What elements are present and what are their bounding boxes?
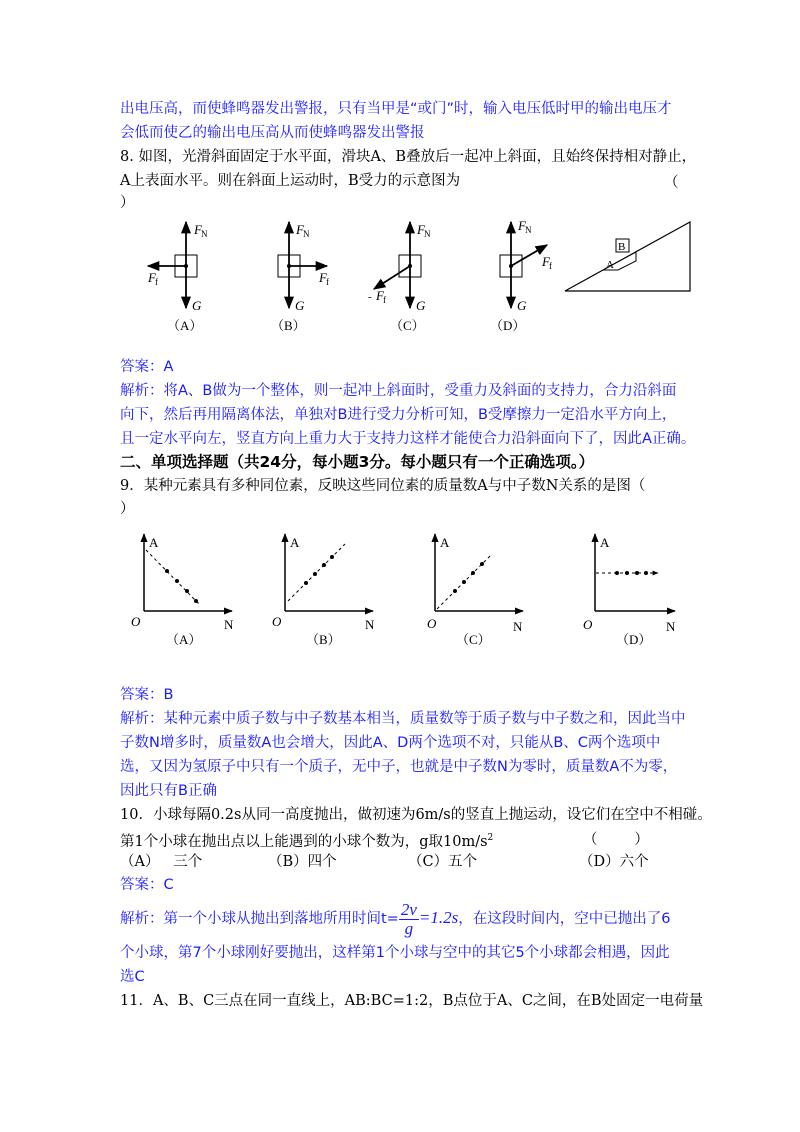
answer-10: 答案：C <box>120 877 174 893</box>
question-10-text: 10．小球每隔0.2s从同一高度抛出，做初速为6m/s的竖直上抛运动，设它们在空中不相碰。 <box>120 807 712 823</box>
label-fn-sub: N <box>424 229 431 239</box>
option-a: （A） 三个 <box>120 854 203 870</box>
origin-label: O <box>427 616 437 631</box>
text-line: 会低而使乙的输出电压高从而使蜂鸣器发出警报 <box>120 125 425 141</box>
label-g: G <box>517 298 527 313</box>
answer-paren: （ <box>664 175 679 191</box>
answer-9: 答案：B <box>120 687 174 703</box>
label-fn: F <box>194 222 202 237</box>
analysis-8: 向下，然后再用隔离体法，单独对B进行受力分析可知，B受摩擦力一定沿水平方向上， <box>120 407 677 423</box>
origin-label: O <box>583 617 593 632</box>
label-fn: F <box>417 222 425 237</box>
label-ff: F <box>376 288 384 303</box>
answer-paren: （ ） <box>583 832 649 848</box>
label-fn-sub: N <box>303 229 310 239</box>
question-10-options <box>120 852 700 872</box>
axis-x-label: N <box>365 617 375 632</box>
block-a-label: A <box>606 259 614 271</box>
caption-b: （B） <box>271 318 306 333</box>
superscript: 2 <box>487 833 494 843</box>
question-8-text: A上表面水平。则在斜面上运动时，B受力的示意图为 <box>120 173 461 189</box>
section-heading: 二、单项选择题（共24分，每小题3分。每小题只有一个正确选项。） <box>120 453 595 471</box>
axis-x-label: N <box>666 619 676 634</box>
answer-paren: ） <box>120 501 135 517</box>
caption-b: （B） <box>306 632 341 647</box>
force-diagram-b <box>271 222 329 333</box>
axis-x-label: N <box>513 619 523 634</box>
analysis-10 <box>120 898 670 938</box>
tick-mark: - <box>368 291 372 303</box>
label-fn: F <box>296 222 304 237</box>
analysis-10: 个小球，第7个小球刚好要抛出，这样第1个小球与空中的其它5个小球都会相遇，因此 <box>120 945 670 961</box>
origin-label: O <box>131 614 141 629</box>
caption-a: （A） <box>167 318 203 333</box>
label-g: G <box>416 298 426 313</box>
label-ff: F <box>542 254 550 269</box>
label-ff: F <box>148 270 156 285</box>
caption-d: （D） <box>490 318 526 333</box>
question-8-figure <box>120 212 710 347</box>
label-fn: F <box>518 218 526 233</box>
graph-c <box>427 534 523 647</box>
label-g: G <box>192 298 202 313</box>
caption-a: （A） <box>166 632 202 647</box>
question-11-text: 11．A、B、C三点在同一直线上，AB:BC=1:2，B点位于A、C之间，在B处固定一电荷量 <box>120 993 704 1009</box>
option-d: （D）六个 <box>579 854 649 870</box>
graph-b <box>272 534 375 647</box>
analysis-9: 子数N增多时，质量数A也会增大，因此A、D两个选项不对，只能从B、C两个选项中 <box>120 735 661 751</box>
option-c: （C）五个 <box>408 854 478 870</box>
fraction-numerator: 2v <box>400 899 417 919</box>
analysis-8: 解析：将A、B做为一个整体，则一起冲上斜面时，受重力及斜面的支持力，合力沿斜面 <box>120 383 677 399</box>
answer-8: 答案：A <box>120 359 174 375</box>
force-diagram-a <box>147 222 208 333</box>
force-diagram-d <box>490 218 552 333</box>
label-fn-sub: N <box>525 225 532 235</box>
label-ff-sub: f <box>549 261 552 271</box>
label-ff-sub: f <box>326 277 329 287</box>
analysis-10: 选C <box>120 969 145 985</box>
graph-a <box>131 534 234 647</box>
label-ff-sub: f <box>383 295 386 305</box>
origin-label: O <box>272 614 282 629</box>
caption-c: （C） <box>390 318 425 333</box>
text-line: 出电压高，而使蜂鸣器发出警报，只有当甲是“或门”时，输入电压低时甲的输出电压才 <box>120 101 672 117</box>
analysis-9: 选，又因为氢原子中只有一个质子，无中子，也就是中子数N为零时，质量数A不为零， <box>120 759 678 775</box>
question-9-figure <box>120 527 690 657</box>
label-g: G <box>295 298 305 313</box>
equation-result: =1.2s <box>418 908 459 927</box>
question-8-text: 8. 如图，光滑斜面固定于水平面，滑块A、B叠放后一起冲上斜面，且始终保持相对静止， <box>120 149 697 165</box>
force-diagram-c <box>368 222 431 333</box>
label-ff: F <box>319 270 327 285</box>
analysis-9: 因此只有B正确 <box>120 783 217 799</box>
axis-y-label: A <box>149 535 159 550</box>
label-ff-sub: f <box>155 277 158 287</box>
analysis-9: 解析：某种元素中质子数与中子数基本相当，质量数等于质子数与中子数之和，因此当中 <box>120 711 686 727</box>
caption-d: （D） <box>616 632 652 647</box>
axis-y-label: A <box>600 535 610 550</box>
analysis-10-post: ，在这段时间内，空中已抛出了6 <box>458 911 671 927</box>
fraction <box>399 901 419 938</box>
incline-diagram <box>565 222 690 291</box>
option-b: （B）四个 <box>268 854 337 870</box>
analysis-8: 且一定水平向左，竖直方向上重力大于支持力这样才能使合力沿斜面向下了，因此A正确。 <box>120 431 696 447</box>
axis-y-label: A <box>440 535 450 550</box>
axis-x-label: N <box>224 617 234 632</box>
label-fn-sub: N <box>201 229 208 239</box>
answer-paren: ） <box>120 195 135 211</box>
graph-d <box>583 534 676 647</box>
fraction-denominator: g <box>404 918 414 938</box>
axis-y-label: A <box>290 535 300 550</box>
question-10-text-main: 第1个小球在抛出点以上能遇到的小球个数为，g取10m/s <box>120 833 488 850</box>
question-10-text <box>120 828 493 852</box>
block-b-label: B <box>618 241 626 253</box>
question-9-text: 9．某种元素具有多种同位素，反映这些同位素的质量数A与中子数N关系的是图（ <box>120 478 646 494</box>
analysis-10-pre: 解析：第一个小球从抛出到落地所用时间t= <box>120 911 399 927</box>
caption-c: （C） <box>456 632 491 647</box>
